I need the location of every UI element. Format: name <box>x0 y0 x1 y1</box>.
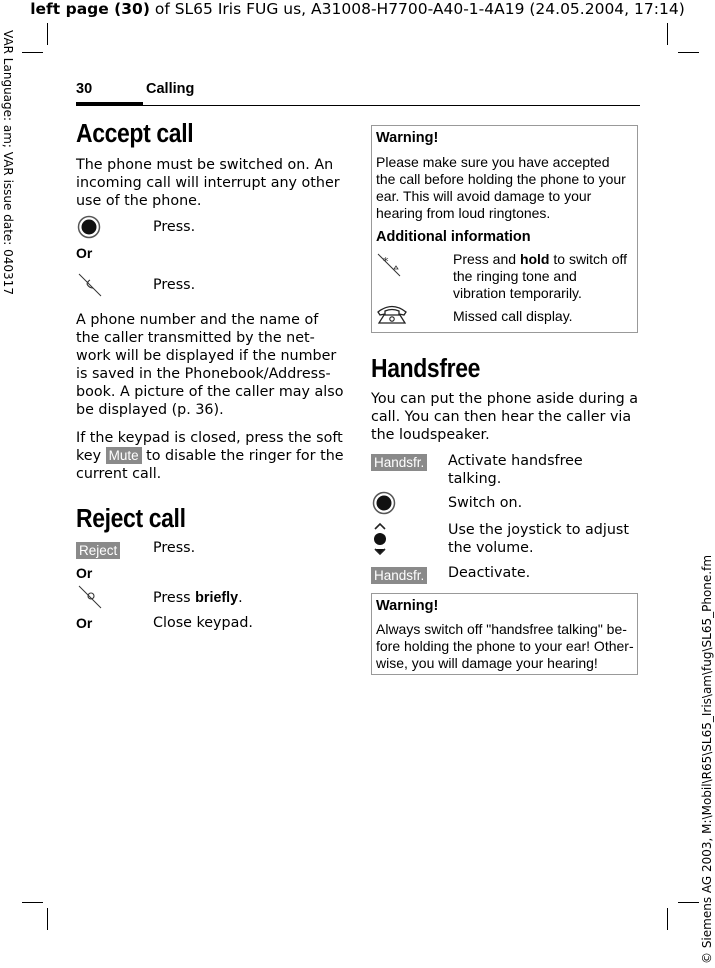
joystick-volume-text: Use the joystick to adjust the volume. <box>448 522 629 556</box>
close-keypad-label: Close keypad. <box>153 615 253 631</box>
reject-softkey: Reject <box>76 540 120 559</box>
side-info-right: © Siemens AG 2003, M:\Mobil\R65\SL65_Iris\am\fug\SL65_Phone.fm <box>700 554 714 964</box>
crop-mark <box>678 52 699 53</box>
handsfree-intro: You can put the phone aside during a call. You can then hear the caller via the loudspeaker. <box>371 391 639 443</box>
press-label: Press. <box>153 540 196 556</box>
print-header <box>0 0 715 18</box>
end-key-icon <box>77 584 103 610</box>
print-header-info: of SL65 Iris FUG us, A31008-H7700-A40-1-4A19 (24.05.2004, 17:14) <box>149 0 685 18</box>
call-key-icon <box>77 272 103 298</box>
handsfree-heading: Handsfree <box>371 355 481 383</box>
crop-mark <box>678 902 699 903</box>
or-label: Or <box>76 615 93 631</box>
mute-softkey: Mute <box>106 447 142 464</box>
section-title: Calling <box>146 81 195 97</box>
deactivate-label: Deactivate. <box>448 565 531 581</box>
crop-mark <box>667 908 668 930</box>
handsfree-softkey: Handsfr. <box>371 452 427 471</box>
warning-box <box>371 593 638 675</box>
crop-mark <box>22 52 43 53</box>
or-label: Or <box>76 245 93 261</box>
mute-paragraph: If the keypad is closed, press the soft key Mute to disable the ringer for the current call. <box>76 430 344 482</box>
svg-text:*: * <box>383 255 389 268</box>
header-rule <box>76 105 640 106</box>
additional-info-title: Additional information <box>376 229 531 245</box>
page-number: 30 <box>76 81 93 97</box>
joystick-center-icon <box>77 215 101 239</box>
warning-title: Warning! <box>376 130 439 146</box>
warning-title: Warning! <box>376 598 439 614</box>
joystick-center-icon <box>372 491 396 515</box>
activate-handsfree-text: Activate handsfree talking. <box>448 453 583 487</box>
star-key-text: Press and hold to switch off the ringing tone and vibration temporarily. <box>453 251 628 301</box>
accept-call-heading: Accept call <box>76 120 194 148</box>
or-label: Or <box>76 565 93 581</box>
crop-mark <box>47 23 48 45</box>
switch-on-label: Switch on. <box>448 495 523 511</box>
accept-intro: The phone must be switched on. An incoming call will interrupt any other use of the phone. <box>76 157 340 209</box>
handsfree-softkey: Handsfr. <box>371 565 427 584</box>
joystick-updown-icon <box>372 521 388 557</box>
crop-mark <box>47 908 48 930</box>
print-header-page: left page (30) <box>30 0 150 18</box>
warning-text: Always switch off "handsfree talking" be-fore holding the phone to your ear! Other-wise, you will damage your hearing! <box>376 621 634 671</box>
star-key-icon <box>376 252 402 278</box>
side-info-left: VAR Language: am; VAR issue date: 040317 <box>1 30 15 295</box>
crop-mark <box>22 902 43 903</box>
crop-mark <box>667 23 668 45</box>
warning-text: Please make sure you have accepted the call before holding the phone to your ear. This will avoid damage to your hearing from loud ringtones. <box>376 154 626 221</box>
caller-info-paragraph: A phone number and the name of the caller transmitted by the net-work will be displayed if the number is saved in the Phonebook/Address-book. A picture of the caller may also be displayed (p. 36). <box>76 312 344 418</box>
press-label: Press. <box>153 219 196 235</box>
missed-call-icon <box>375 303 409 325</box>
warning-box <box>371 125 638 333</box>
reject-call-heading: Reject call <box>76 505 186 533</box>
missed-call-text: Missed call display. <box>453 308 573 324</box>
press-briefly-label: Press briefly. <box>153 590 243 606</box>
press-label: Press. <box>153 277 196 293</box>
